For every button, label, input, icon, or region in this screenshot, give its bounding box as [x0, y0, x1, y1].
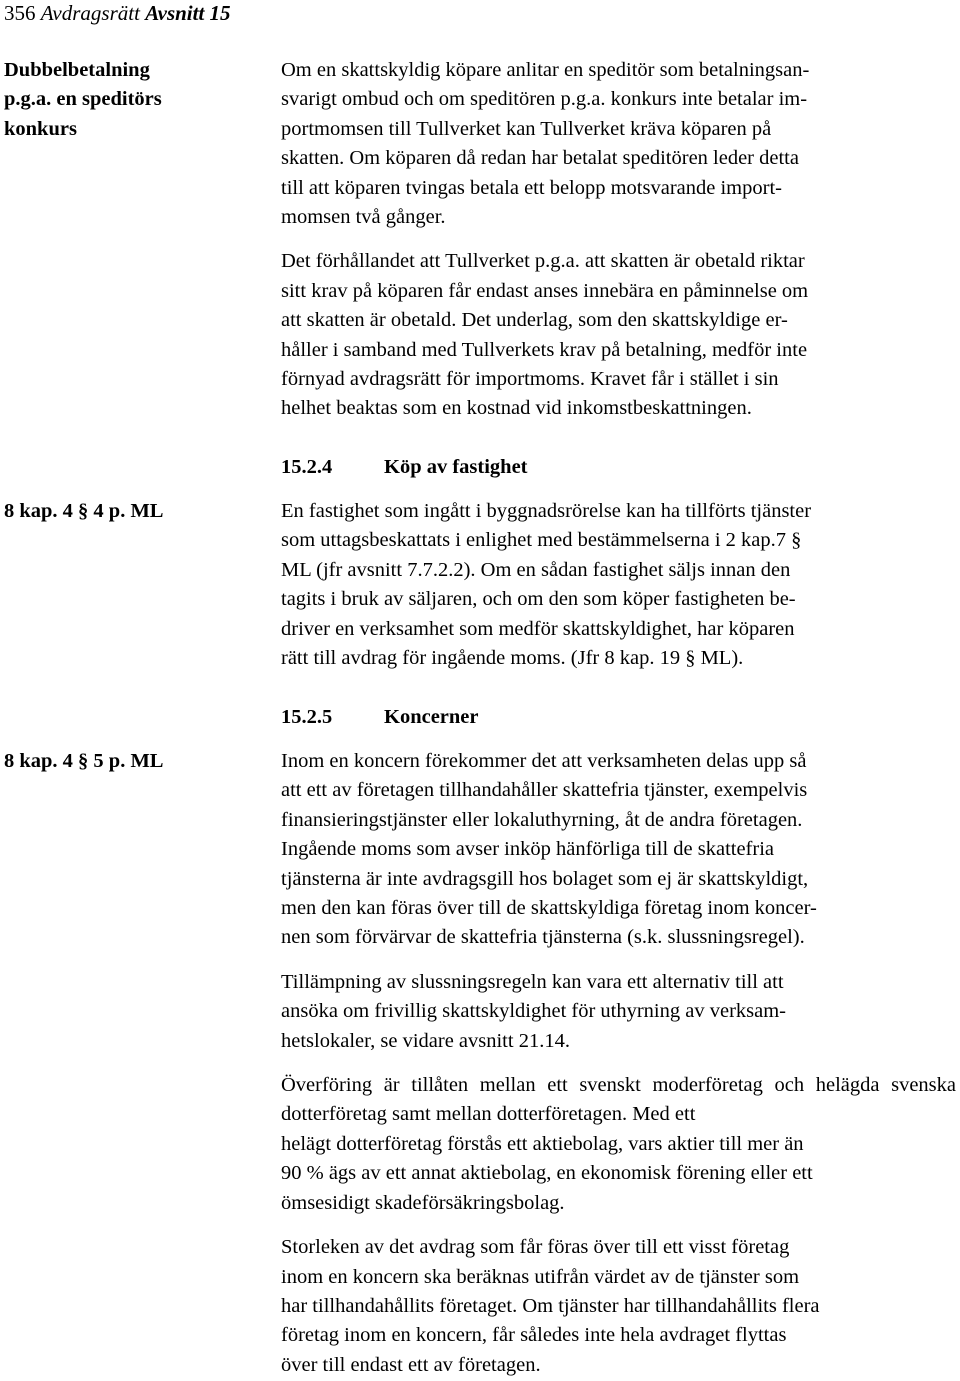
paragraph-property: En fastighet som ingått i byggnadsrörelse kan ha tillförts tjänster som uttagsbeskattats i enlighet med bestämmelserna i 2 kap.7 § ML (jfr avsnitt 7.7.2.2). Om en sådan fastighet säljs innan den tagits i bruk av säljaren, och om den som köper fastigheten be- driver en verksamhet som medför skattskyldighet, har köparen rätt till avdrag för ingående moms. (Jfr 8 kap. 19 § ML).: [281, 500, 812, 670]
page-number: 356: [4, 1, 36, 25]
section-number: 15.2.5: [281, 706, 333, 728]
paragraph-group-services: Inom en koncern förekommer det att verksamheten delas upp så att ett av företagen tillhandahåller skattefria tjänster, exempelvis finansieringstjänster eller lokaluthyrning, åt de andra företagen. Ingående moms som avser inköp hänförliga till de skattefria tjänsterna är inte avdragsgill hos bolaget som ej är skattskyldigt, men den kan föras över till de skattskyldiga företag inom koncer- nen som förvärvar de skattefria tjänsterna (s.k. slussningsregel).: [281, 750, 817, 949]
section-label: Avsnitt 15: [145, 1, 231, 25]
paragraph-deduction-size: Storleken av det avdrag som får föras över till ett visst företag inom en koncern ska beräknas utifrån värdet av de tjänster som har tillhandahållits företaget. Om tjänster har tillhandahållits flera företag inom en koncern, får således inte hela avdraget flyttas över till endast ett av företagen.: [281, 1236, 820, 1376]
body-column-2: [281, 497, 956, 673]
paragraph-slussning: Tillämpning av slussningsregeln kan vara ett alternativ till att ansöka om frivillig skattskyldighet för uthyrning av verksam- hetslokaler, se vidare avsnitt 21.14.: [281, 970, 787, 1052]
margin-note-ref-4-5: 8 kap. 4 § 5 p. ML: [4, 750, 164, 772]
chapter-title: Avdragsrätt: [40, 1, 140, 25]
page-header: [4, 0, 231, 26]
margin-note-dubbelbetalning: Dubbelbetalning p.g.a. en speditörs konkurs: [4, 59, 162, 140]
paragraph-import-vat: Om en skattskyldig köpare anlitar en speditör som betalningsan- svarigt ombud och om speditören p.g.a. konkurs inte betalar im- portmomsen till Tullverket kan Tullverket kräva köparen på skatten. Om köparen då redan har betalat speditören leder detta till att köparen tvingas betala ett belopp motsvarande import- momsen två gånger.: [281, 59, 810, 229]
section-number: 15.2.4: [281, 456, 333, 478]
body-column-3: [281, 747, 956, 1380]
section-heading-15-2-4: [281, 453, 528, 482]
paragraph-transfer: Överföring är tillåten mellan ett svenskt moderföretag och helägda svenska dotterföretag samt mellan dotterföretagen. Med ett helägt dotterföretag förstås ett aktiebolag, vars aktier till mer än 90 % ägs av ett annat aktiebolag, en ekonomisk förening eller ett ömsesidigt skadeförsäkringsbolag.: [281, 1074, 956, 1214]
section-heading-15-2-5: [281, 703, 479, 732]
section-title: Koncerner: [384, 706, 479, 728]
margin-note-ref-4-4: 8 kap. 4 § 4 p. ML: [4, 500, 164, 522]
body-column-1: [281, 56, 956, 424]
paragraph-reminder: Det förhållandet att Tullverket p.g.a. att skatten är obetald riktar sitt krav på köparen får endast anses innebära en påminnelse om att skatten är obetald. Det underlag, som den skattskyldige er- håller i samband med Tullverkets krav på betalning, medför inte förnyad avdragsrätt för importmoms. Kravet får i stället i sin helhet beaktas som en kostnad vid inkomstbeskattningen.: [281, 250, 809, 420]
section-title: Köp av fastighet: [384, 456, 528, 478]
